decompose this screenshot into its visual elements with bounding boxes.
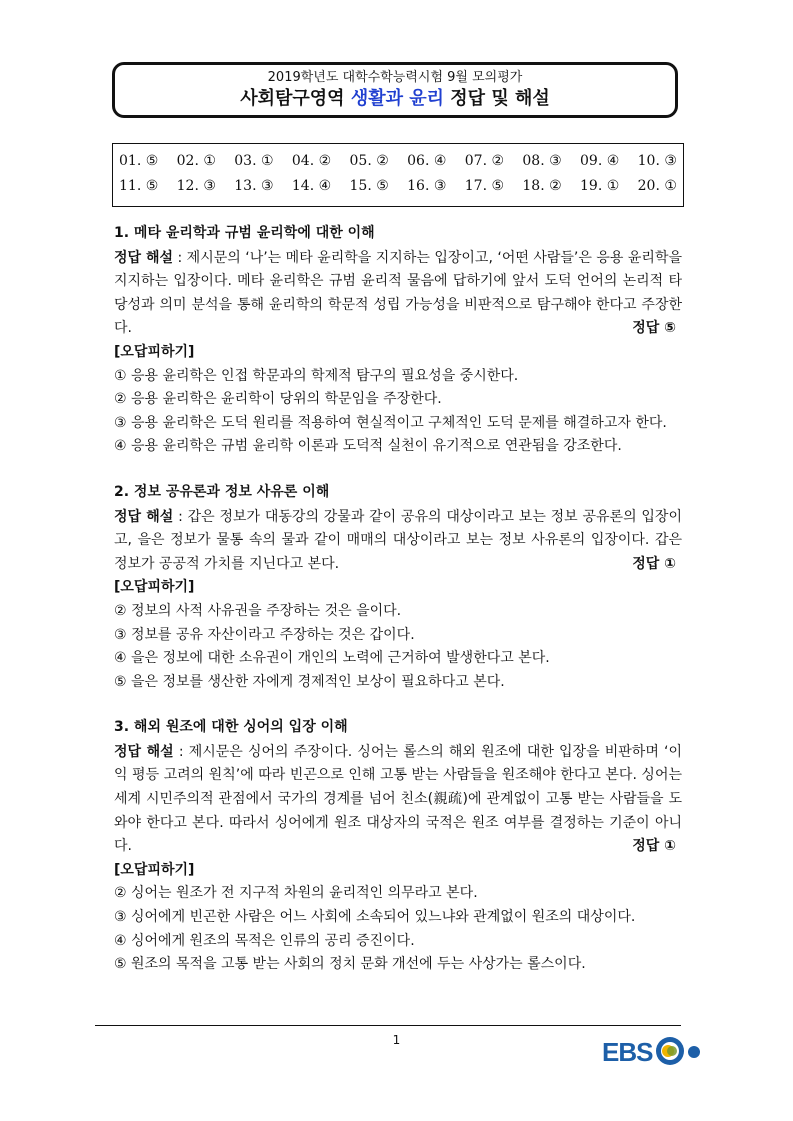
explanation-label: 정답 해설 — [114, 743, 174, 760]
list-item: ④ 을은 정보에 대한 소유권이 개인의 노력에 근거하여 발생한다고 본다. — [114, 650, 550, 667]
explanation-label: 정답 해설 — [114, 249, 173, 266]
wrong-answer-heading: [오답피하기] — [114, 861, 195, 878]
wrong-answer-heading: [오답피하기] — [114, 343, 195, 360]
answer-cell: 10. ③ — [637, 153, 677, 169]
section-title: 3. 해외 원조에 대한 싱어의 입장 이해 — [114, 719, 348, 736]
section-title: 1. 메타 윤리학과 규범 윤리학에 대한 이해 — [114, 225, 375, 241]
ebs-logo-mark-icon — [654, 1035, 710, 1069]
explanation-text: : 제시문의 ‘나’는 메타 윤리학을 지지하는 입장이고, ‘어떤 사람들’은 응용 윤리학을 지지하는 입장이다. 메타 윤리학은 규범 윤리적 물음에 답하기에 앞서 도덕 언어의 논리적 타당성과 의미 분석을 통해 윤리학의 학문적 성립 가능성을 비판적으로 탐구해야 한다고 주장한다. — [114, 249, 682, 337]
answer-cell: 05. ② — [349, 153, 389, 169]
logo-text: EBS — [602, 1037, 653, 1067]
answer-cell: 19. ① — [580, 178, 620, 194]
title-box — [112, 62, 678, 118]
list-item: ② 정보의 사적 사유권을 주장하는 것은 을이다. — [114, 602, 402, 619]
explanation-text: : 제시문은 싱어의 주장이다. 싱어는 롤스의 해외 원조에 대한 입장을 비판하며 ‘이익 평등 고려의 원칙’에 따라 빈곤으로 인해 고통 받는 사람들을 원조해야 한다고 본다. 싱어는 세계 시민주의적 관점에서 국가의 경계를 넘어 친소(親疏)에 관계없이 고통 받는 사람들을 도와야 한다고 본다. 따라서 싱어에게 원조 대상자의 국적은 원조 여부를 결정하는 기준이 아니다. — [114, 743, 682, 855]
answer-row-1 — [119, 153, 677, 169]
explanation-paragraph — [114, 247, 682, 341]
answer-cell: 20. ① — [637, 178, 677, 194]
answer-cell: 16. ③ — [407, 178, 447, 194]
answer-cell: 12. ③ — [176, 178, 216, 194]
answer-cell: 06. ④ — [407, 153, 447, 169]
answer-cell: 15. ⑤ — [349, 178, 389, 194]
answer-cell: 09. ④ — [580, 153, 620, 169]
list-item: ④ 응용 윤리학은 규범 윤리학 이론과 도덕적 실천이 유기적으로 연관됨을 강조한다. — [114, 438, 622, 455]
explanation-paragraph — [114, 741, 682, 859]
list-item: ③ 싱어에게 빈곤한 사람은 어느 사회에 소속되어 있느냐와 관계없이 원조의 대상이다. — [114, 909, 636, 926]
list-item: ⑤ 원조의 목적을 고통 받는 사회의 정치 문화 개선에 두는 사상가는 롤스이다. — [114, 956, 586, 973]
title-suffix: 정답 및 해설 — [444, 88, 550, 109]
answer-row-2 — [119, 178, 677, 194]
answer-cell: 02. ① — [176, 153, 216, 169]
answer-tag: 정답 ⑤ — [632, 320, 676, 337]
page-title — [115, 88, 675, 110]
explanation-label: 정답 해설 — [114, 508, 174, 525]
wrong-answer-heading: [오답피하기] — [114, 579, 195, 596]
answer-cell: 13. ③ — [234, 178, 274, 194]
section-2 — [114, 481, 682, 694]
answer-cell: 17. ⑤ — [464, 178, 505, 194]
answer-tag: 정답 ① — [632, 838, 676, 855]
answer-cell: 04. ② — [291, 153, 332, 169]
page-number: 1 — [392, 1033, 401, 1047]
explanation-content — [114, 222, 682, 999]
exam-subtitle: 2019학년도 대학수학능력시험 9월 모의평가 — [267, 70, 523, 85]
section-title: 2. 정보 공유론과 정보 사유론 이해 — [114, 483, 330, 500]
answer-cell: 08. ③ — [522, 153, 562, 169]
list-item: ⑤ 을은 정보를 생산한 자에게 경제적인 보상이 필요하다고 본다. — [114, 673, 505, 690]
answer-cell: 11. ⑤ — [119, 178, 159, 194]
explanation-paragraph — [114, 506, 682, 577]
list-item: ② 응용 윤리학은 윤리학이 당위의 학문임을 주장한다. — [114, 391, 442, 408]
answer-cell: 18. ② — [522, 178, 562, 194]
answer-cell: 03. ① — [234, 153, 274, 169]
list-item: ② 싱어는 원조가 전 지구적 차원의 윤리적인 의무라고 본다. — [114, 885, 478, 902]
list-item: ③ 정보를 공유 자산이라고 주장하는 것은 갑이다. — [114, 626, 415, 643]
explanation-text: : 갑은 정보가 대동강의 강물과 같이 공유의 대상이라고 보는 정보 공유론의 입장이고, 을은 정보가 물통 속의 물과 같이 매매의 대상이라고 보는 정보 사유론의 입장이다. 갑은 정보가 공공적 가치를 지닌다고 본다. — [114, 508, 682, 572]
answer-cell: 07. ② — [464, 153, 505, 169]
subject-highlight: 생활과 윤리 — [350, 88, 445, 109]
answer-cell: 14. ④ — [291, 178, 332, 194]
title-prefix: 사회탐구영역 — [240, 88, 351, 109]
answer-key-box — [112, 143, 684, 207]
ebs-logo — [602, 1035, 710, 1069]
answer-tag: 정답 ① — [632, 555, 676, 572]
section-1 — [114, 222, 682, 459]
list-item: ① 응용 윤리학은 인접 학문과의 학제적 탐구의 필요성을 중시한다. — [114, 367, 519, 384]
footer-divider — [95, 1025, 681, 1026]
list-item: ④ 싱어에게 원조의 목적은 인류의 공리 증진이다. — [114, 932, 415, 949]
list-item: ③ 응용 윤리학은 도덕 원리를 적용하여 현실적이고 구체적인 도덕 문제를 해결하고자 한다. — [114, 414, 667, 431]
section-3 — [114, 716, 682, 977]
answer-cell: 01. ⑤ — [119, 153, 159, 169]
